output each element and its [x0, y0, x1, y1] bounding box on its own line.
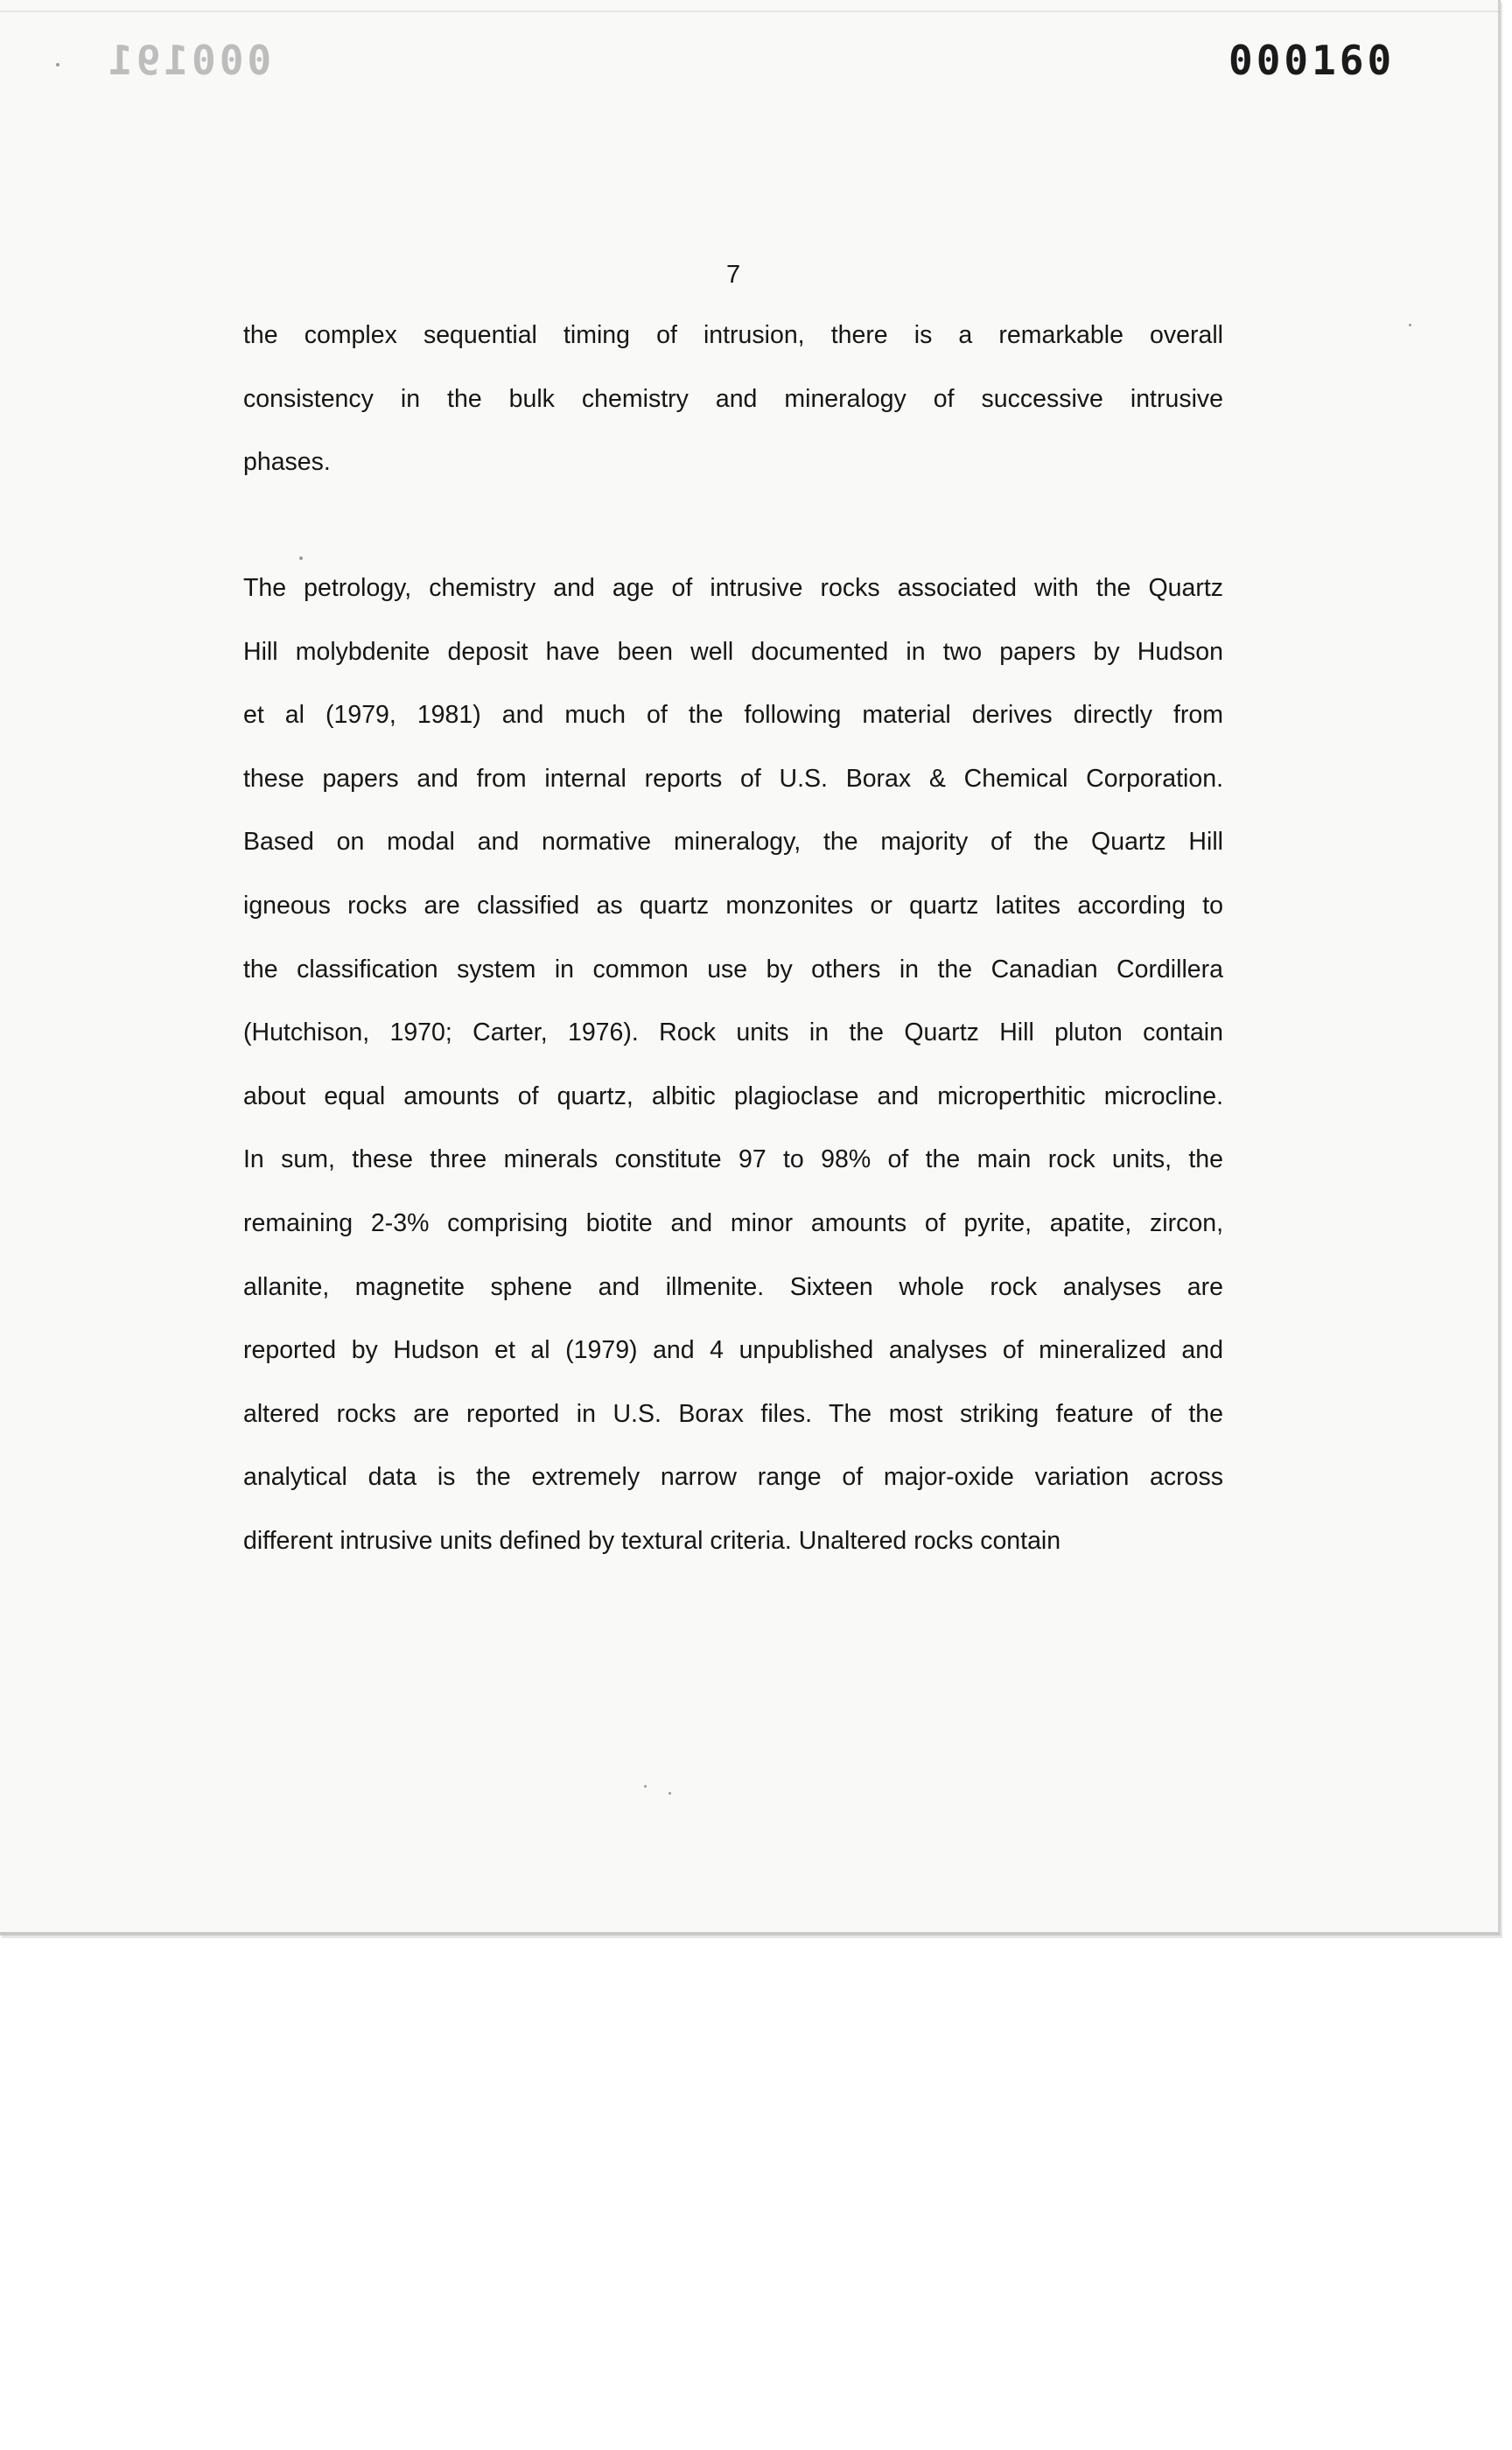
text-line: phases. [243, 448, 331, 477]
text-line: altered rocks are reported in U.S. Borax files. The most striking feature of the [243, 1399, 1223, 1428]
text-line: allanite, magnetite sphene and illmenite. Sixteen whole rock analyses are [243, 1272, 1223, 1301]
page-number: 7 [726, 261, 741, 289]
text-line: The petrology, chemistry and age of intrusive rocks associated with the Quartz [243, 574, 1223, 602]
scan-speck [1409, 324, 1411, 326]
page-top-edge [0, 10, 1498, 12]
text-line: the classification system in common use by others in the Canadian Cordillera [243, 955, 1223, 984]
text-line: consistency in the bulk chemistry and mineralogy of successive intrusive [243, 384, 1223, 413]
scan-speck [668, 1792, 671, 1795]
text-line: igneous rocks are classified as quartz monzonites or quartz latites according to [243, 891, 1223, 920]
text-line: the complex sequential timing of intrusion, there is a remarkable overall [243, 321, 1223, 349]
scan-speck [299, 556, 303, 560]
text-line: analytical data is the extremely narrow range of major-oxide variation across [243, 1463, 1223, 1492]
scan-speck [644, 1785, 647, 1788]
text-line: Based on modal and normative mineralogy, the majority of the Quartz Hill [243, 828, 1223, 857]
text-line: In sum, these three minerals constitute 97 to 98% of the main rock units, the [243, 1145, 1223, 1174]
bleed-through-stamp: 000191 [105, 37, 272, 84]
text-line: remaining 2-3% comprising biotite and minor amounts of pyrite, apatite, zircon, [243, 1208, 1223, 1237]
document-control-stamp: 000160 [1228, 37, 1396, 84]
text-line: Hill molybdenite deposit have been well documented in two papers by Hudson [243, 637, 1223, 666]
text-line: different intrusive units defined by textural criteria. Unaltered rocks contain [243, 1526, 1061, 1555]
text-line: about equal amounts of quartz, albitic plagioclase and microperthitic microcline. [243, 1082, 1223, 1110]
text-line: (Hutchison, 1970; Carter, 1976). Rock units in the Quartz Hill pluton contain [243, 1018, 1223, 1047]
paragraph-2 [243, 571, 1223, 1588]
text-line: et al (1979, 1981) and much of the following material derives directly from [243, 701, 1223, 730]
text-line: these papers and from internal reports of U.S. Borax & Chemical Corporation. [243, 764, 1223, 793]
text-line: reported by Hudson et al (1979) and 4 unpublished analyses of mineralized and [243, 1336, 1223, 1365]
paragraph-1 [243, 318, 1223, 509]
scan-speck [56, 63, 60, 66]
